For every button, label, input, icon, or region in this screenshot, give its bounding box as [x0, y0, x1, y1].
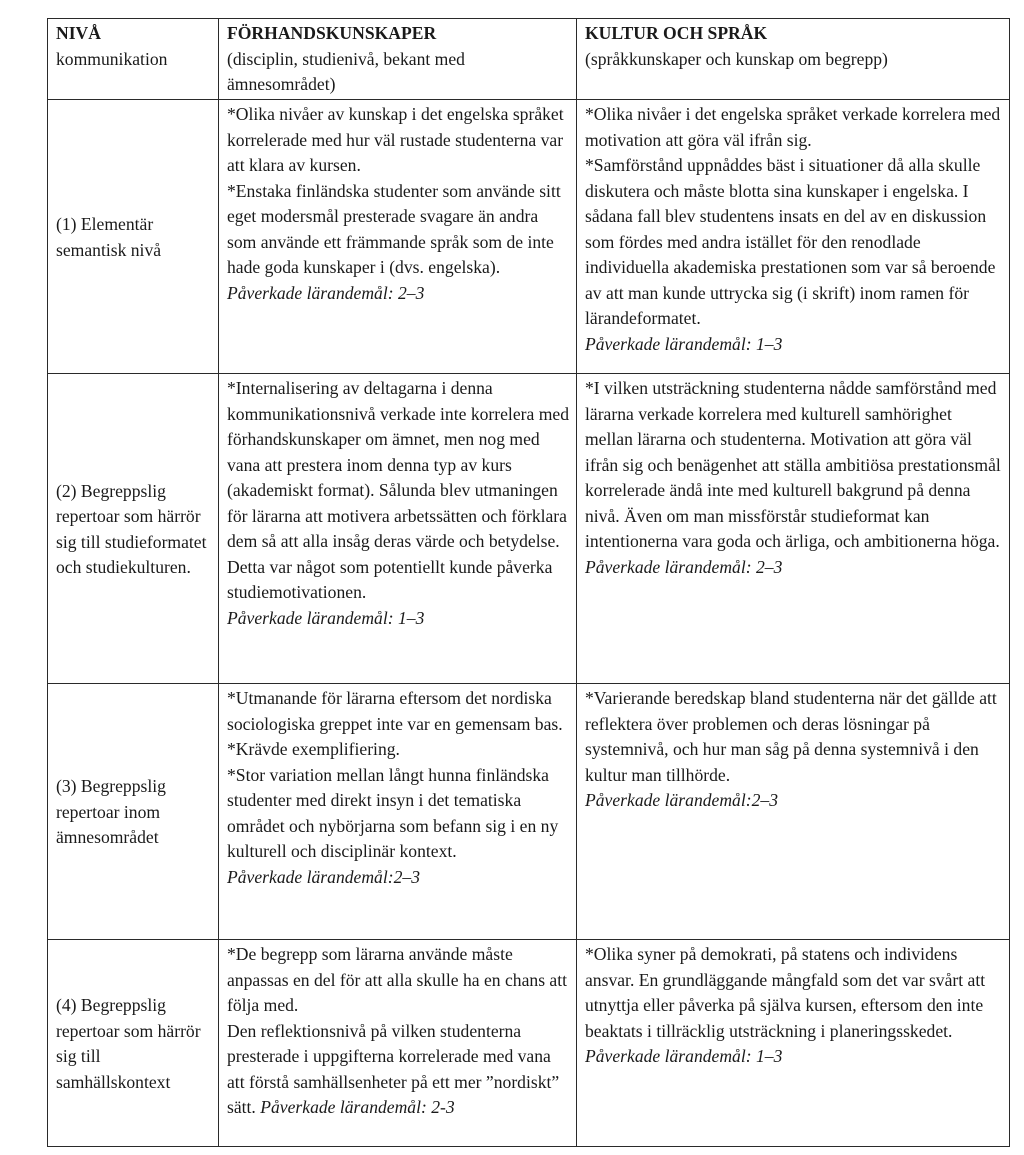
culture-language-cell — [577, 100, 1010, 374]
header-prior-title: FÖRHANDSKUNSKAPER — [227, 23, 437, 43]
prior-knowledge-cell — [219, 940, 577, 1147]
affected-goals: Påverkade lärandemål: 2-3 — [260, 1097, 455, 1117]
culture-language-cell — [577, 940, 1010, 1147]
cell-paragraph: *Stor variation mellan långt hunna finländska studenter med direkt insyn i det tematiska området och nybörjarna som befann sig i en ny kulturell och disciplinär kontext. — [227, 764, 559, 861]
prior-knowledge-cell — [219, 100, 577, 374]
cell-paragraph: *Varierande beredskap bland studenterna när det gällde att reflektera över problemen och deras lösningar på systemnivå, och hur man såg på denna systemnivå i den kultur man tillhörde. — [585, 688, 997, 785]
table-header-row — [48, 19, 1010, 100]
cell-paragraph: *Olika syner på demokrati, på statens och individens ansvar. En grundläggande mångfald som det var svårt att utnyttja eller påverka på själva kursen, eftersom den inte beaktats i tillräcklig utsträckning i planeringsskedet. — [585, 944, 986, 1041]
table-row — [48, 100, 1010, 374]
affected-goals: Påverkade lärandemål:2–3 — [227, 866, 420, 887]
header-culture-title: KULTUR OCH SPRÅK — [585, 23, 768, 43]
cell-paragraph: *Krävde exemplifiering. — [227, 739, 400, 759]
header-prior-subtitle: (disciplin, studienivå, bekant med ämnesområdet) — [227, 48, 465, 94]
header-level-subtitle: kommunikation — [56, 48, 168, 69]
header-culture-subtitle: (språkkunskaper och kunskap om begrepp) — [585, 48, 888, 69]
level-cell: (4) Begreppslig repertoar som härrör sig till samhällskontext — [48, 940, 219, 1147]
level-cell: (2) Begreppslig repertoar som härrör sig till studieformatet och studiekulturen. — [48, 374, 219, 684]
cell-paragraph: *Utmanande för lärarna eftersom det nordiska sociologiska greppet inte var en gemensam bas. — [227, 688, 563, 734]
cell-paragraph-text: Den reflektionsnivå på vilken studenterna presterade i uppgifterna korrelerade med vana att förstå samhällsenheter på ett mer ”nordiskt” sätt. — [227, 1020, 560, 1117]
cell-paragraph — [227, 1019, 570, 1121]
table-row — [48, 684, 1010, 940]
header-level-title: NIVÅ — [56, 23, 101, 43]
culture-language-cell — [577, 374, 1010, 684]
prior-knowledge-cell — [219, 684, 577, 940]
affected-goals: Påverkade lärandemål: 2–3 — [227, 282, 425, 303]
culture-language-cell — [577, 684, 1010, 940]
communication-levels-table — [47, 18, 1010, 1147]
table-row — [48, 374, 1010, 684]
level-cell: (1) Elementär semantisk nivå — [48, 100, 219, 374]
cell-paragraph: *De begrepp som lärarna använde måste anpassas en del för att alla skulle ha en chans att följa med. — [227, 944, 568, 1015]
table-row — [48, 940, 1010, 1147]
cell-paragraph: *Samförstånd uppnåddes bäst i situationer då alla skulle diskutera och måste blotta sina kunskaper i engelska. I sådana fall blev studentens insats en del av en diskussion som fördes med andra istället för den renodlade individuella akademiska prestationen som var så beroende av att man kunde uttrycka sig (i skrift) inom ramen för lärandeformatet. — [585, 155, 996, 328]
affected-goals: Påverkade lärandemål: 1–3 — [585, 333, 783, 354]
level-cell: (3) Begreppslig repertoar inom ämnesområdet — [48, 684, 219, 940]
affected-goals: Påverkade lärandemål: 2–3 — [585, 556, 783, 577]
prior-knowledge-cell — [219, 374, 577, 684]
header-culture-language — [577, 19, 1010, 100]
cell-paragraph: *Olika nivåer i det engelska språket verkade korrelera med motivation att göra väl ifrån sig. — [585, 104, 1001, 150]
cell-paragraph: *I vilken utsträckning studenterna nådde samförstånd med lärarna verkade korrelera med kulturell samhörighet mellan lärarna och studenterna. Motivation att göra väl ifrån sig och benägenhet att ställa ambitiösa prestationsmål korrelerade ändå inte med kulturell bakgrund på denna nivå. Även om man missförstår studieformat kan intentionerna vara goda och ärliga, och ambitionerna höga. — [585, 378, 1001, 551]
affected-goals: Påverkade lärandemål: 1–3 — [227, 607, 425, 628]
cell-paragraph: *Internalisering av deltagarna i denna kommunikationsnivå verkade inte korrelera med förhandskunskaper om ämnet, men nog med vana att prestera inom denna typ av kurs (akademiskt format). Sålunda blev utmaningen för lärarna att motivera arbetssätten och förklara dem så att alla insåg deras värde och betydelse. Detta var något som potentiellt kunde påverka studiemotivationen. — [227, 378, 569, 602]
affected-goals: Påverkade lärandemål: 1–3 — [585, 1046, 783, 1066]
header-prior-knowledge — [219, 19, 577, 100]
affected-goals: Påverkade lärandemål:2–3 — [585, 790, 778, 810]
header-level — [48, 19, 219, 100]
cell-paragraph: *Enstaka finländska studenter som använde sitt eget modersmål presterade svagare än andra som använde ett främmande språk som de inte hade goda kunskaper i (dvs. engelska). — [227, 180, 561, 277]
cell-paragraph: *Olika nivåer av kunskap i det engelska språket korrelerade med hur väl rustade studenterna var att klara av kursen. — [227, 104, 564, 175]
